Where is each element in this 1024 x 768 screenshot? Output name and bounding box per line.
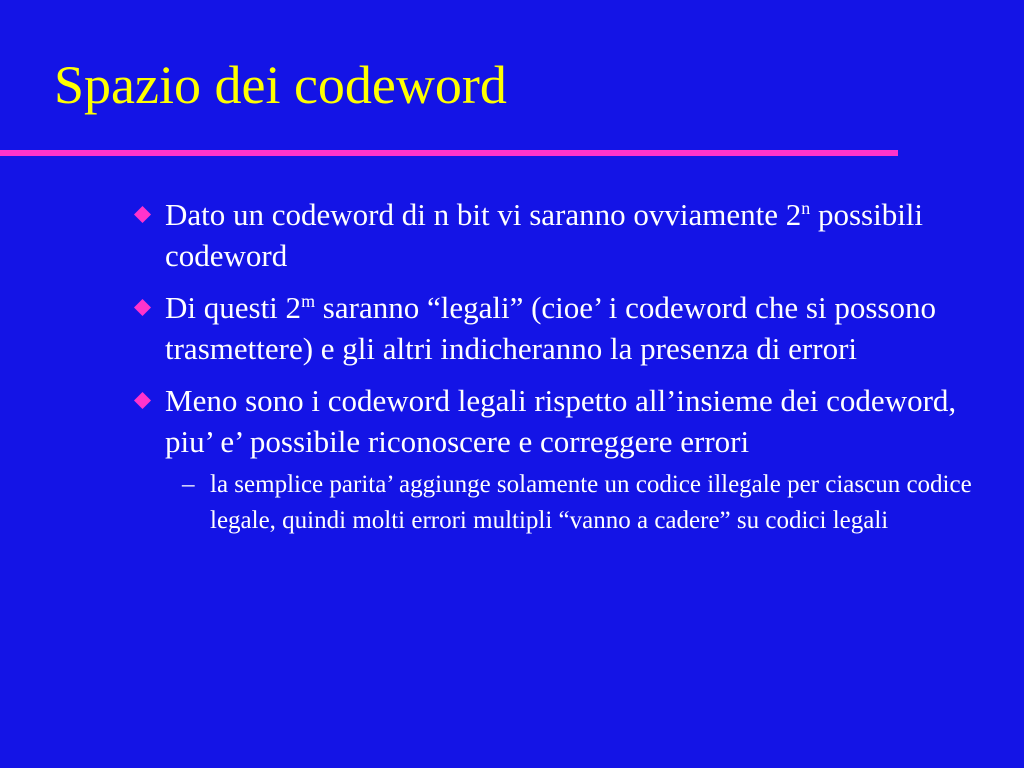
diamond-icon (134, 299, 151, 316)
bullet-text-part: saranno “legali” (cioe’ i codeword che si possono trasmettere) e gli altri indicheranno la presenza di errori (165, 290, 936, 366)
slide-body (128, 194, 988, 539)
bullet-text: Meno sono i codeword legali rispetto all’insieme dei codeword, piu’ e’ possibile riconoscere e correggere errori (165, 383, 957, 459)
sub-bullet-text: la semplice parita’ aggiunge solamente un codice illegale per ciascun codice legale, quindi molti errori multipli “vanno a cadere” su codici legali (210, 471, 972, 534)
superscript-exponent: n (801, 198, 811, 218)
bullet-item (128, 380, 988, 462)
superscript-exponent: m (301, 291, 316, 311)
slide-title: Spazio dei codeword (54, 55, 507, 115)
bullet-item (128, 287, 988, 369)
sub-bullet-item (128, 467, 988, 539)
diamond-icon (134, 206, 151, 223)
bullet-text-part: Dato un codeword di n bit vi saranno ovviamente 2 (165, 197, 802, 232)
dash-marker: – (182, 471, 195, 498)
title-divider (0, 150, 898, 156)
bullet-text-part: possibili codeword (165, 197, 924, 273)
diamond-icon (134, 392, 151, 409)
bullet-text-part: Di questi 2 (165, 290, 302, 325)
bullet-item (128, 194, 988, 276)
